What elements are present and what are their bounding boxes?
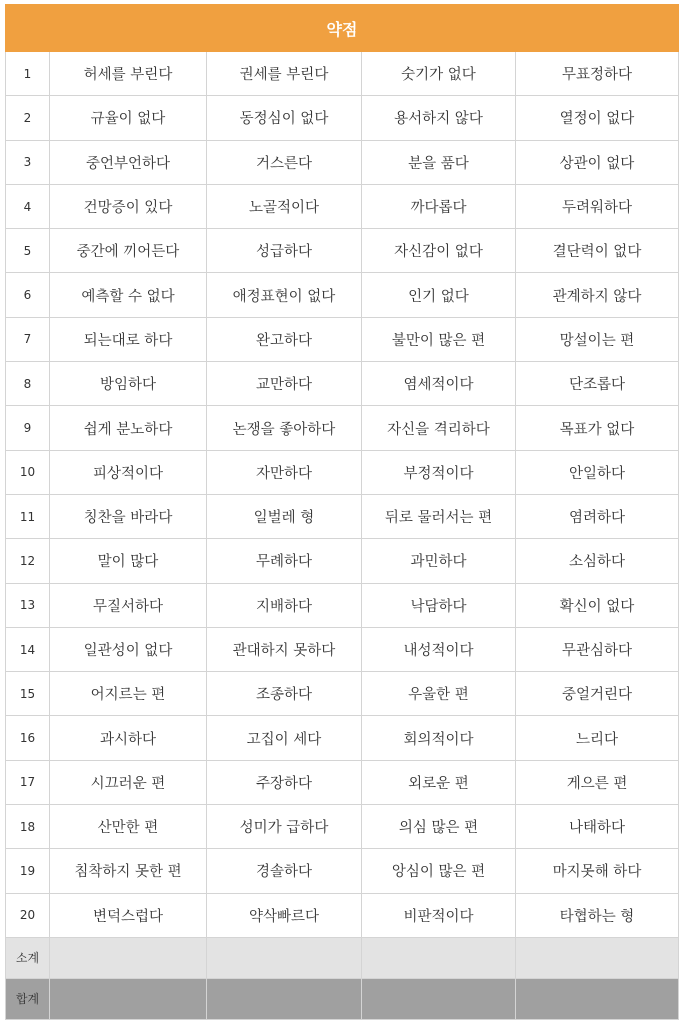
row-number: 3: [6, 140, 50, 184]
row-number: 17: [6, 760, 50, 804]
trait-cell[interactable]: 무례하다: [207, 539, 362, 583]
trait-cell[interactable]: 자신을 격리하다: [362, 406, 516, 450]
table-row: [6, 52, 679, 96]
trait-cell[interactable]: 타협하는 형: [516, 893, 679, 937]
table-row: [6, 893, 679, 937]
trait-cell[interactable]: 일벌레 형: [207, 494, 362, 538]
table-row: [6, 805, 679, 849]
total-cell[interactable]: [362, 978, 516, 1019]
trait-cell[interactable]: 열정이 없다: [516, 96, 679, 140]
subtotal-cell[interactable]: [362, 937, 516, 978]
trait-cell[interactable]: 불만이 많은 편: [362, 317, 516, 361]
trait-cell[interactable]: 부정적이다: [362, 450, 516, 494]
trait-cell[interactable]: 두려워하다: [516, 184, 679, 228]
trait-cell[interactable]: 자만하다: [207, 450, 362, 494]
trait-cell[interactable]: 권세를 부린다: [207, 52, 362, 96]
row-number: 16: [6, 716, 50, 760]
table-row: [6, 184, 679, 228]
trait-cell[interactable]: 과민하다: [362, 539, 516, 583]
trait-cell[interactable]: 나태하다: [516, 805, 679, 849]
subtotal-cell[interactable]: [516, 937, 679, 978]
trait-cell[interactable]: 말이 많다: [50, 539, 207, 583]
trait-cell[interactable]: 일관성이 없다: [50, 627, 207, 671]
trait-cell[interactable]: 외로운 편: [362, 760, 516, 804]
trait-cell[interactable]: 지배하다: [207, 583, 362, 627]
subtotal-label: 소계: [6, 937, 50, 978]
trait-cell[interactable]: 침착하지 못한 편: [50, 849, 207, 893]
table-row: [6, 539, 679, 583]
trait-cell[interactable]: 노골적이다: [207, 184, 362, 228]
trait-cell[interactable]: 단조롭다: [516, 362, 679, 406]
trait-cell[interactable]: 산만한 편: [50, 805, 207, 849]
trait-cell[interactable]: 소심하다: [516, 539, 679, 583]
trait-cell[interactable]: 중얼거린다: [516, 672, 679, 716]
trait-cell[interactable]: 무표정하다: [516, 52, 679, 96]
row-number: 6: [6, 273, 50, 317]
trait-cell[interactable]: 교만하다: [207, 362, 362, 406]
subtotal-cell[interactable]: [50, 937, 207, 978]
trait-cell[interactable]: 비판적이다: [362, 893, 516, 937]
trait-cell[interactable]: 숫기가 없다: [362, 52, 516, 96]
table-row: [6, 583, 679, 627]
trait-cell[interactable]: 경솔하다: [207, 849, 362, 893]
row-number: 5: [6, 229, 50, 273]
trait-cell[interactable]: 망설이는 편: [516, 317, 679, 361]
row-number: 13: [6, 583, 50, 627]
row-number: 2: [6, 96, 50, 140]
trait-cell[interactable]: 규율이 없다: [50, 96, 207, 140]
trait-cell[interactable]: 과시하다: [50, 716, 207, 760]
trait-cell[interactable]: 예측할 수 없다: [50, 273, 207, 317]
table-row: [6, 229, 679, 273]
row-number: 8: [6, 362, 50, 406]
table-row: [6, 362, 679, 406]
trait-cell[interactable]: 분을 품다: [362, 140, 516, 184]
trait-cell[interactable]: 중언부언하다: [50, 140, 207, 184]
trait-cell[interactable]: 앙심이 많은 편: [362, 849, 516, 893]
trait-cell[interactable]: 쉽게 분노하다: [50, 406, 207, 450]
trait-cell[interactable]: 무관심하다: [516, 627, 679, 671]
total-row: [6, 978, 679, 1019]
table-header-row: [6, 5, 679, 52]
trait-cell[interactable]: 시끄러운 편: [50, 760, 207, 804]
row-number: 12: [6, 539, 50, 583]
row-number: 11: [6, 494, 50, 538]
total-label: 합계: [6, 978, 50, 1019]
trait-cell[interactable]: 중간에 끼어든다: [50, 229, 207, 273]
trait-cell[interactable]: 성급하다: [207, 229, 362, 273]
trait-cell[interactable]: 약삭빠르다: [207, 893, 362, 937]
trait-cell[interactable]: 건망증이 있다: [50, 184, 207, 228]
trait-cell[interactable]: 애정표현이 없다: [207, 273, 362, 317]
table-row: [6, 627, 679, 671]
trait-cell[interactable]: 목표가 없다: [516, 406, 679, 450]
row-number: 20: [6, 893, 50, 937]
row-number: 9: [6, 406, 50, 450]
row-number: 7: [6, 317, 50, 361]
trait-cell[interactable]: 동정심이 없다: [207, 96, 362, 140]
table-row: [6, 760, 679, 804]
trait-cell[interactable]: 피상적이다: [50, 450, 207, 494]
trait-cell[interactable]: 허세를 부린다: [50, 52, 207, 96]
table-body: [6, 52, 679, 938]
trait-cell[interactable]: 자신감이 없다: [362, 229, 516, 273]
weakness-checklist: [5, 4, 678, 1020]
trait-cell[interactable]: 결단력이 없다: [516, 229, 679, 273]
row-number: 14: [6, 627, 50, 671]
table-row: [6, 716, 679, 760]
trait-cell[interactable]: 염세적이다: [362, 362, 516, 406]
trait-cell[interactable]: 마지못해 하다: [516, 849, 679, 893]
table-row: [6, 406, 679, 450]
trait-cell[interactable]: 까다롭다: [362, 184, 516, 228]
trait-cell[interactable]: 칭찬을 바라다: [50, 494, 207, 538]
trait-cell[interactable]: 무질서하다: [50, 583, 207, 627]
table-row: [6, 140, 679, 184]
subtotal-cell[interactable]: [207, 937, 362, 978]
trait-cell[interactable]: 상관이 없다: [516, 140, 679, 184]
weakness-table: [5, 4, 679, 1020]
row-number: 19: [6, 849, 50, 893]
table-row: [6, 96, 679, 140]
trait-cell[interactable]: 인기 없다: [362, 273, 516, 317]
row-number: 15: [6, 672, 50, 716]
trait-cell[interactable]: 안일하다: [516, 450, 679, 494]
total-cell[interactable]: [50, 978, 207, 1019]
trait-cell[interactable]: 낙담하다: [362, 583, 516, 627]
row-number: 10: [6, 450, 50, 494]
trait-cell[interactable]: 논쟁을 좋아하다: [207, 406, 362, 450]
row-number: 4: [6, 184, 50, 228]
trait-cell[interactable]: 방임하다: [50, 362, 207, 406]
trait-cell[interactable]: 뒤로 물러서는 편: [362, 494, 516, 538]
trait-cell[interactable]: 느리다: [516, 716, 679, 760]
trait-cell[interactable]: 의심 많은 편: [362, 805, 516, 849]
subtotal-row: [6, 937, 679, 978]
table-row: [6, 494, 679, 538]
trait-cell[interactable]: 게으른 편: [516, 760, 679, 804]
row-number: 1: [6, 52, 50, 96]
table-title: 약점: [6, 5, 679, 52]
trait-cell[interactable]: 성미가 급하다: [207, 805, 362, 849]
trait-cell[interactable]: 확신이 없다: [516, 583, 679, 627]
trait-cell[interactable]: 관대하지 못하다: [207, 627, 362, 671]
table-row: [6, 672, 679, 716]
trait-cell[interactable]: 완고하다: [207, 317, 362, 361]
table-row: [6, 273, 679, 317]
trait-cell[interactable]: 고집이 세다: [207, 716, 362, 760]
table-row: [6, 317, 679, 361]
trait-cell[interactable]: 거스른다: [207, 140, 362, 184]
trait-cell[interactable]: 우울한 편: [362, 672, 516, 716]
trait-cell[interactable]: 조종하다: [207, 672, 362, 716]
table-row: [6, 849, 679, 893]
total-cell[interactable]: [516, 978, 679, 1019]
trait-cell[interactable]: 회의적이다: [362, 716, 516, 760]
trait-cell[interactable]: 변덕스럽다: [50, 893, 207, 937]
trait-cell[interactable]: 어지르는 편: [50, 672, 207, 716]
table-row: [6, 450, 679, 494]
trait-cell[interactable]: 주장하다: [207, 760, 362, 804]
trait-cell[interactable]: 염려하다: [516, 494, 679, 538]
trait-cell[interactable]: 내성적이다: [362, 627, 516, 671]
total-cell[interactable]: [207, 978, 362, 1019]
trait-cell[interactable]: 용서하지 않다: [362, 96, 516, 140]
trait-cell[interactable]: 되는대로 하다: [50, 317, 207, 361]
trait-cell[interactable]: 관계하지 않다: [516, 273, 679, 317]
row-number: 18: [6, 805, 50, 849]
